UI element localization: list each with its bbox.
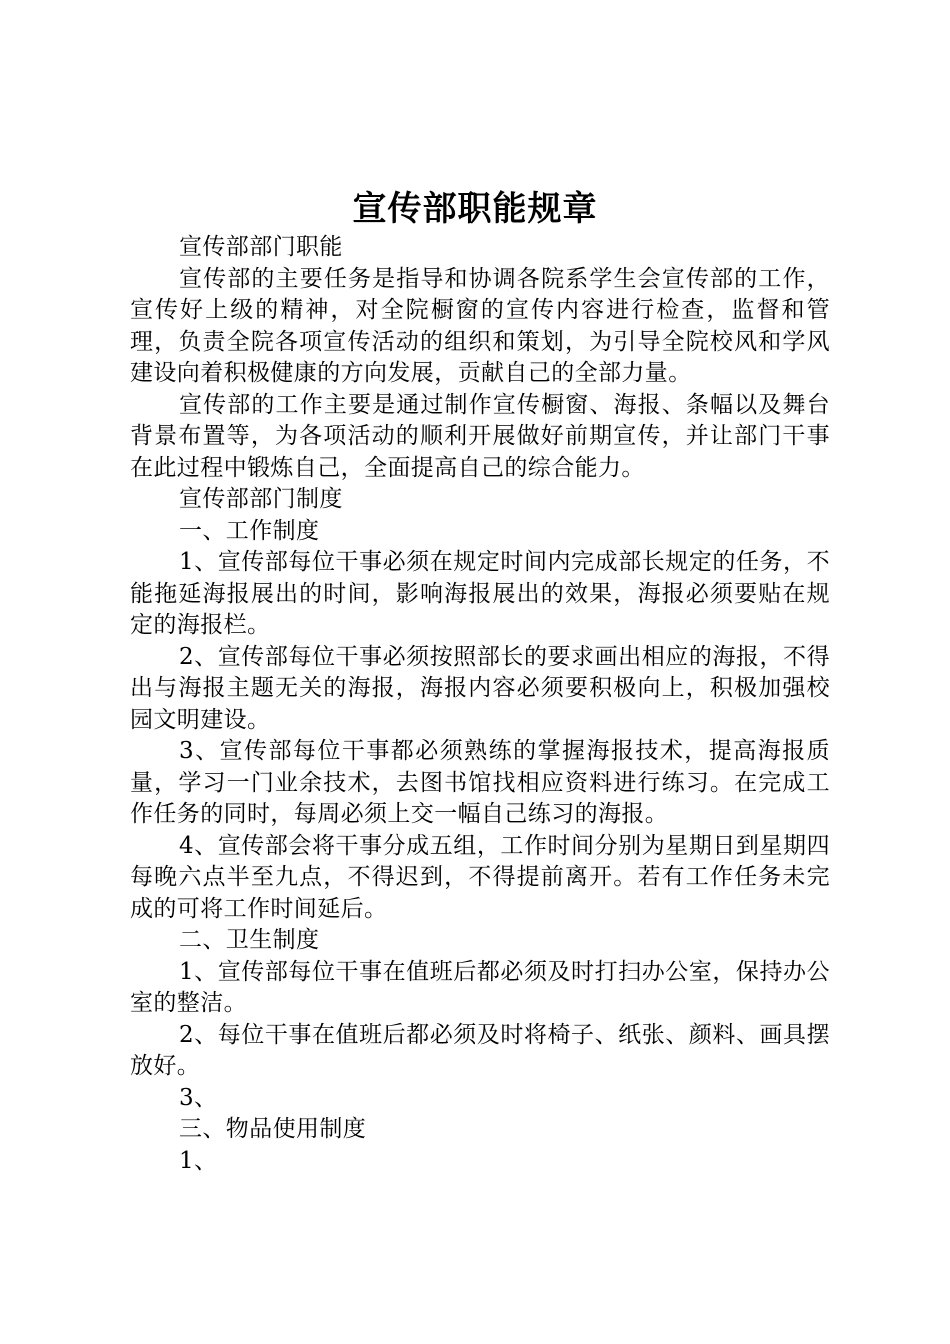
work-rule-4: 4、宣传部会将干事分成五组，工作时间分别为星期日到星期四每晚六点半至九点，不得迟到，不得提前离开。若有工作任务未完成的可将工作时间延后。 [130,832,830,922]
hygiene-rule-3: 3、 [179,1084,218,1111]
supplies-rule-1: 1、 [179,1147,218,1174]
paragraph-department-rules-heading: 宣传部部门制度 [179,486,343,512]
work-rule-2: 2、宣传部每位干事必须按照部长的要求画出相应的海报，不得出与海报主题无关的海报，海报内容必须要积极向上，积极加强校园文明建设。 [130,643,830,733]
section-heading-supplies-rules: 三、物品使用制度 [179,1116,367,1142]
document-body [130,232,830,1177]
hygiene-rule-2: 2、每位干事在值班后都必须及时将椅子、纸张、颜料、画具摆放好。 [130,1021,830,1079]
section-heading-hygiene-rules: 二、卫生制度 [179,927,320,953]
paragraph-work-content: 宣传部的工作主要是通过制作宣传橱窗、海报、条幅以及舞台背景布置等，为各项活动的顺利开展做好前期宣传，并让部门干事在此过程中锻炼自己，全面提高自己的综合能力。 [130,391,830,481]
hygiene-rule-1: 1、宣传部每位干事在值班后都必须及时打扫办公室，保持办公室的整洁。 [130,958,830,1016]
paragraph-main-tasks: 宣传部的主要任务是指导和协调各院系学生会宣传部的工作，宣传好上级的精神，对全院橱窗的宣传内容进行检查，监督和管理，负责全院各项宣传活动的组织和策划，为引导全院校风和学风建设向着积极健康的方向发展，贡献自己的全部力量。 [130,265,830,386]
paragraph-department-functions-heading: 宣传部部门职能 [179,234,343,260]
work-rule-1: 1、宣传部每位干事必须在规定时间内完成部长规定的任务，不能拖延海报展出的时间，影响海报展出的效果，海报必须要贴在规定的海报栏。 [130,549,830,638]
section-heading-work-rules: 一、工作制度 [179,517,320,544]
document-title: 宣传部职能规章 [352,189,598,229]
work-rule-3: 3、宣传部每位干事都必须熟练的掌握海报技术，提高海报质量，学习一门业余技术，去图书馆找相应资料进行练习。在完成工作任务的同时，每周必须上交一幅自己练习的海报。 [130,738,830,827]
